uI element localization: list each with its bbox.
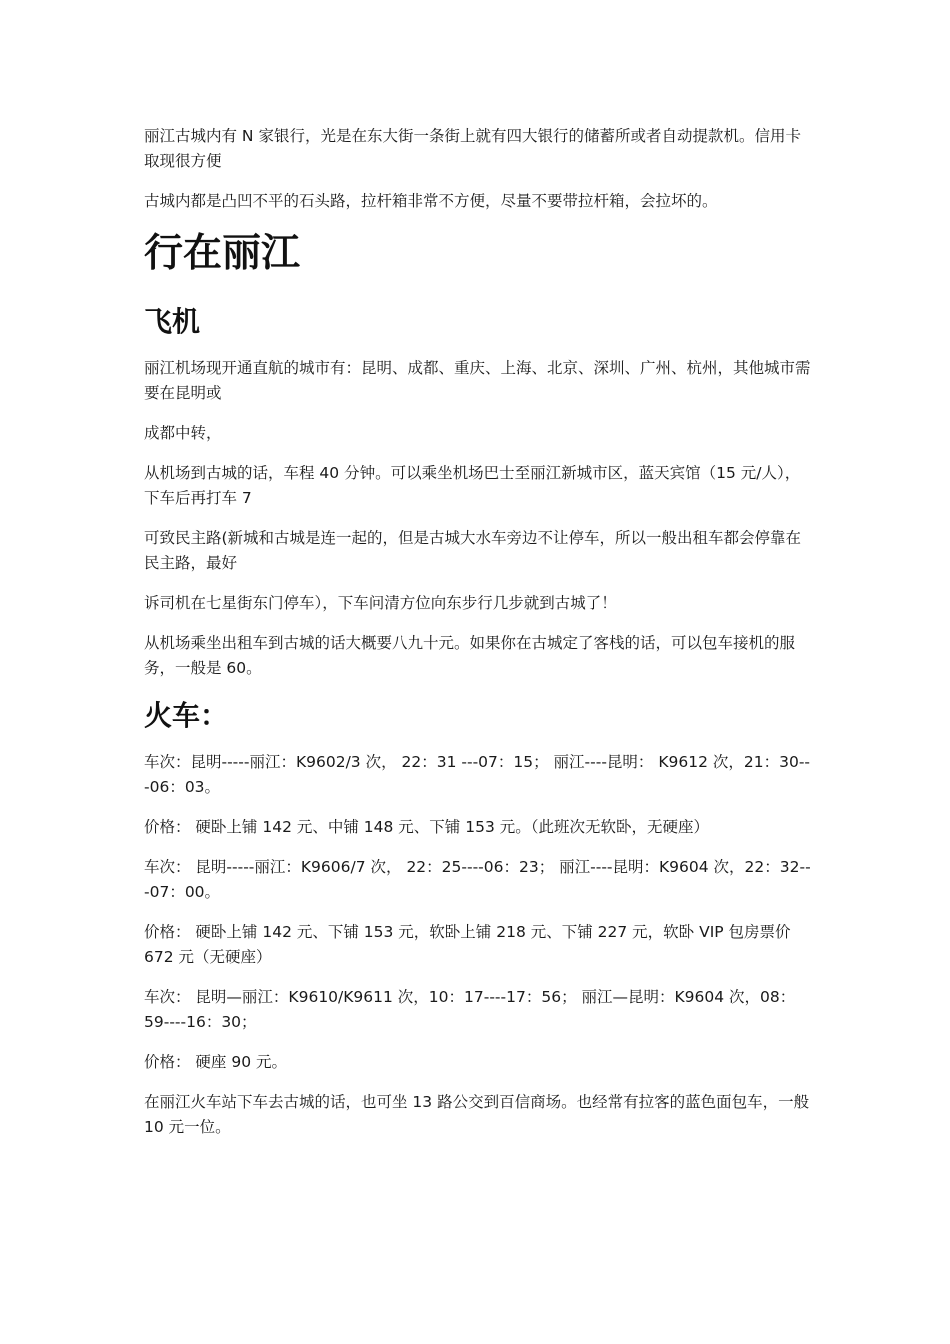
train-paragraph: 价格： 硬座 90 元。 [144, 1053, 288, 1071]
plane-paragraph: 可致民主路(新城和古城是连一起的，但是古城大水车旁边不让停车，所以一般出租车都会停靠在民主路，最好 [144, 529, 802, 572]
train-paragraph: 价格： 硬卧上铺 142 元、下铺 153 元，软卧上铺 218 元、下铺 227 元，软卧 VIP 包房票价 672 元（无硬座） [144, 923, 791, 966]
train-heading: 火车： [144, 699, 229, 732]
train-paragraph: 价格： 硬卧上铺 142 元、中铺 148 元、下铺 153 元。（此班次无软卧，无硬座） [144, 818, 709, 836]
train-paragraph: 车次： 昆明-----丽江：K9606/7 次， 22：25----06：23； 丽江----昆明：K9604 次，22：32---07：00。 [144, 858, 811, 901]
train-paragraph: 在丽江火车站下车去古城的话，也可坐 13 路公交到百信商场。也经常有拉客的蓝色面包车，一般 10 元一位。 [144, 1093, 810, 1136]
plane-paragraph: 丽江机场现开通直航的城市有：昆明、成都、重庆、上海、北京、深圳、广州、杭州，其他城市需要在昆明或 [144, 359, 811, 402]
plane-paragraph: 从机场乘坐出租车到古城的话大概要八九十元。如果你在古城定了客栈的话，可以包车接机的服务，一般是 60。 [144, 634, 796, 677]
plane-paragraph: 成都中转， [144, 424, 222, 442]
document-page [144, 124, 812, 1155]
plane-heading: 飞机 [144, 305, 201, 338]
section-title: 行在丽江 [144, 231, 301, 276]
plane-paragraph: 从机场到古城的话，车程 40 分钟。可以乘坐机场巴士至丽江新城市区，蓝天宾馆（15 元/人），下车后再打车 7 [144, 464, 801, 507]
train-paragraph: 车次：昆明-----丽江：K9602/3 次， 22：31 ---07：15； 丽江----昆明： K9612 次，21：30---06：03。 [144, 753, 811, 796]
train-paragraph: 车次： 昆明—丽江：K9610/K9611 次，10：17----17：56； 丽江—昆明：K9604 次，08：59----16：30； [144, 988, 796, 1031]
intro-paragraph-roads: 古城内都是凸凹不平的石头路，拉杆箱非常不方便，尽量不要带拉杆箱，会拉坏的。 [144, 192, 718, 210]
intro-paragraph-banks: 丽江古城内有 N 家银行，光是在东大街一条街上就有四大银行的储蓄所或者自动提款机。信用卡取现很方便 [144, 127, 801, 170]
plane-paragraph: 诉司机在七星街东门停车），下车问清方位向东步行几步就到古城了！ [144, 594, 617, 612]
